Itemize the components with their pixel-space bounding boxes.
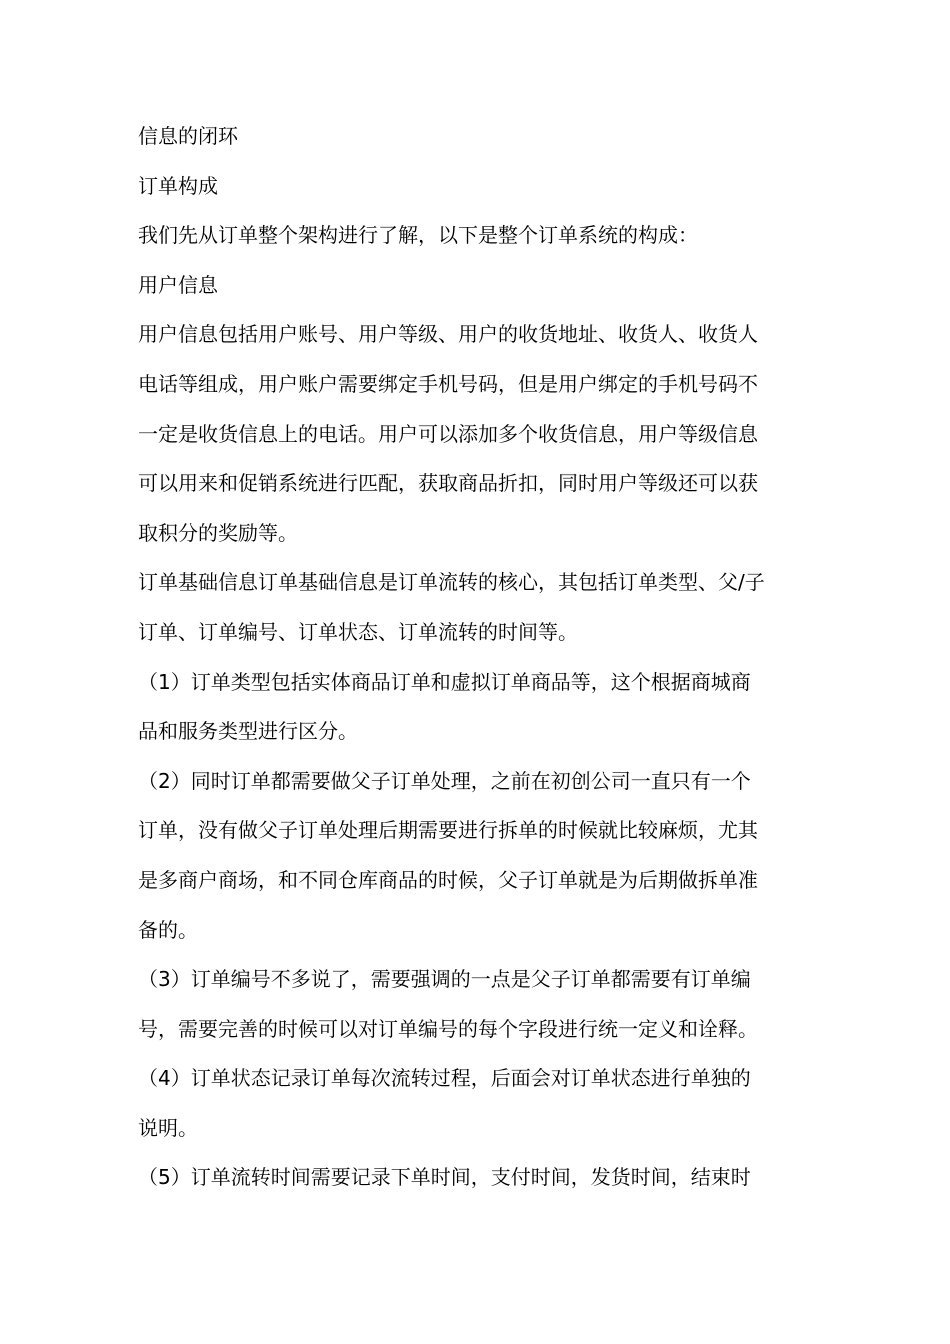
paragraph-user-info-line-2: 电话等组成，用户账户需要绑定手机号码，但是用户绑定的手机号码不 <box>138 371 758 396</box>
heading-user-info: 用户信息 <box>138 272 218 297</box>
list-item-5-line-1: （5）订单流转时间需要记录下单时间，支付时间，发货时间，结束时 <box>138 1165 751 1190</box>
list-item-2-line-4: 备的。 <box>138 917 198 942</box>
heading-order-composition: 订单构成 <box>138 173 218 198</box>
document-body <box>138 112 818 1203</box>
list-item-2-line-3: 是多商户商场，和不同仓库商品的时候，父子订单就是为后期做拆单准 <box>138 867 758 892</box>
paragraph-user-info-line-3: 一定是收货信息上的电话。用户可以添加多个收货信息，用户等级信息 <box>138 421 758 446</box>
list-item-1-line-2: 品和服务类型进行区分。 <box>138 719 358 744</box>
list-item-3-line-2: 号，需要完善的时候可以对订单编号的每个字段进行统一定义和诠释。 <box>138 1016 758 1041</box>
list-item-2-line-1: （2）同时订单都需要做父子订单处理，之前在初创公司一直只有一个 <box>138 768 751 793</box>
paragraph-user-info-line-4: 可以用来和促销系统进行匹配，获取商品折扣，同时用户等级还可以获 <box>138 471 758 496</box>
paragraph-user-info-line-5: 取积分的奖励等。 <box>138 520 298 545</box>
list-item-1-line-1: （1）订单类型包括实体商品订单和虚拟订单商品等，这个根据商城商 <box>138 669 751 694</box>
heading-info-loop: 信息的闭环 <box>138 124 238 148</box>
paragraph-order-base-line-2: 订单、订单编号、订单状态、订单流转的时间等。 <box>138 619 578 644</box>
list-item-4-line-1: （4）订单状态记录订单每次流转过程，后面会对订单状态进行单独的 <box>138 1066 751 1091</box>
paragraph-user-info-line-1: 用户信息包括用户账号、用户等级、用户的收货地址、收货人、收货人 <box>138 322 758 347</box>
list-item-4-line-2: 说明。 <box>138 1115 198 1140</box>
paragraph-intro: 我们先从订单整个架构进行了解，以下是整个订单系统的构成： <box>138 223 698 248</box>
list-item-3-line-1: （3）订单编号不多说了，需要强调的一点是父子订单都需要有订单编 <box>138 967 751 992</box>
list-item-2-line-2: 订单，没有做父子订单处理后期需要进行拆单的时候就比较麻烦，尤其 <box>138 818 758 843</box>
paragraph-order-base-line-1: 订单基础信息订单基础信息是订单流转的核心，其包括订单类型、父/子 <box>138 570 765 595</box>
